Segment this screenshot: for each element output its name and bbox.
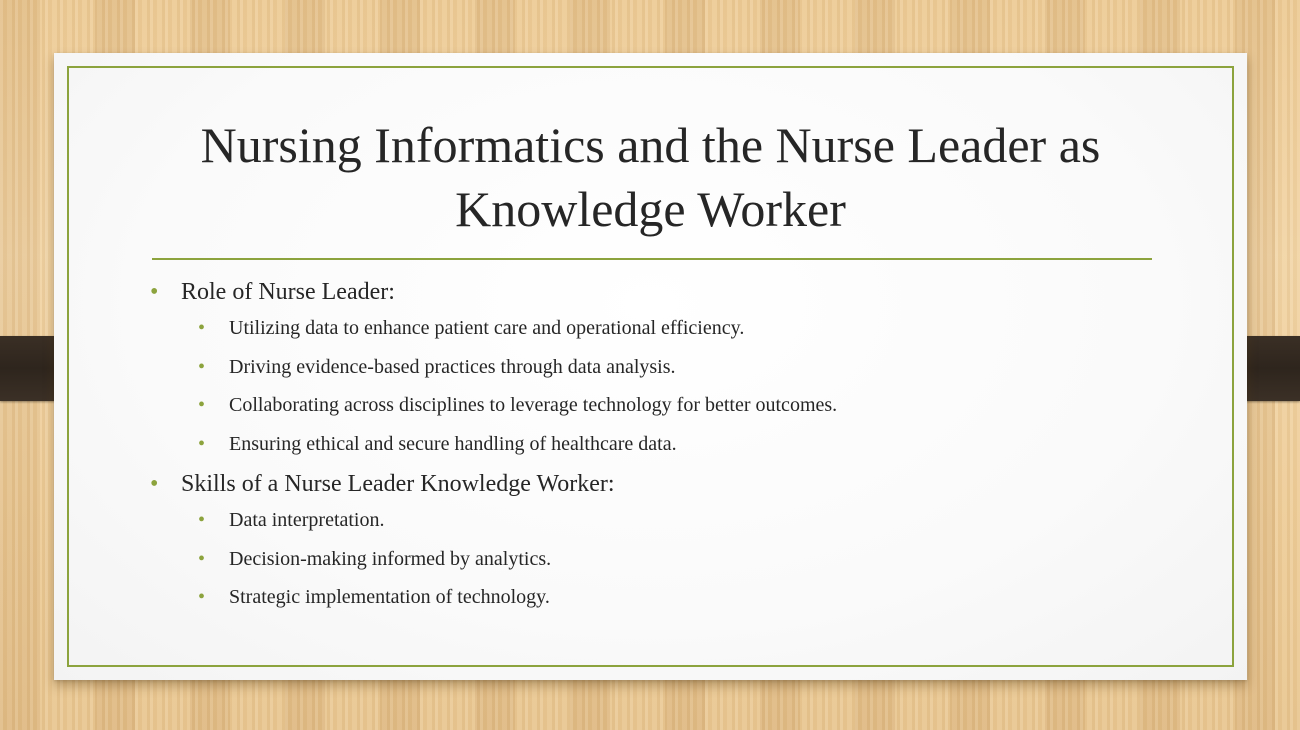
bullet-dot-icon: • — [198, 355, 206, 378]
slide-body — [148, 277, 1148, 623]
list-item-text: Strategic implementation of technology. — [229, 586, 550, 608]
list-item-text: Decision-making informed by analytics. — [229, 547, 552, 570]
bullet-skills-of-nurse-leader — [148, 469, 1148, 499]
list-item-text: Driving evidence-based practices through data analysis. — [229, 355, 676, 378]
list-item — [148, 431, 1148, 457]
list-item-text: Utilizing data to enhance patient care and operational efficiency. — [229, 317, 745, 339]
bullet-dot-icon: • — [198, 432, 206, 455]
list-item — [148, 354, 1148, 380]
list-item — [148, 507, 1148, 533]
list-item — [148, 392, 1148, 418]
bullet-dot-icon: • — [198, 586, 206, 608]
slide-title: Nursing Informatics and the Nurse Leader as Knowledge Worker — [200, 117, 1101, 237]
list-item-text: Collaborating across disciplines to leverage technology for better outcomes. — [229, 394, 838, 416]
list-item — [148, 546, 1148, 572]
bullet-dot-icon: • — [150, 471, 159, 497]
bullet-dot-icon: • — [198, 317, 206, 339]
bullet-dot-icon: • — [198, 394, 206, 416]
bullet-dot-icon: • — [150, 279, 159, 305]
skills-items-list — [148, 507, 1148, 610]
list-item — [148, 315, 1148, 341]
list-item — [148, 584, 1148, 610]
section-heading: Role of Nurse Leader: — [181, 279, 395, 305]
slide — [54, 53, 1247, 680]
title-divider — [152, 258, 1152, 260]
role-items-list — [148, 315, 1148, 457]
bullet-dot-icon: • — [198, 547, 206, 570]
bullet-dot-icon: • — [198, 509, 206, 531]
list-item-text: Data interpretation. — [229, 509, 385, 531]
list-item-text: Ensuring ethical and secure handling of healthcare data. — [229, 432, 677, 455]
section-heading: Skills of a Nurse Leader Knowledge Worker: — [181, 471, 615, 497]
bullet-role-of-nurse-leader — [148, 277, 1148, 307]
